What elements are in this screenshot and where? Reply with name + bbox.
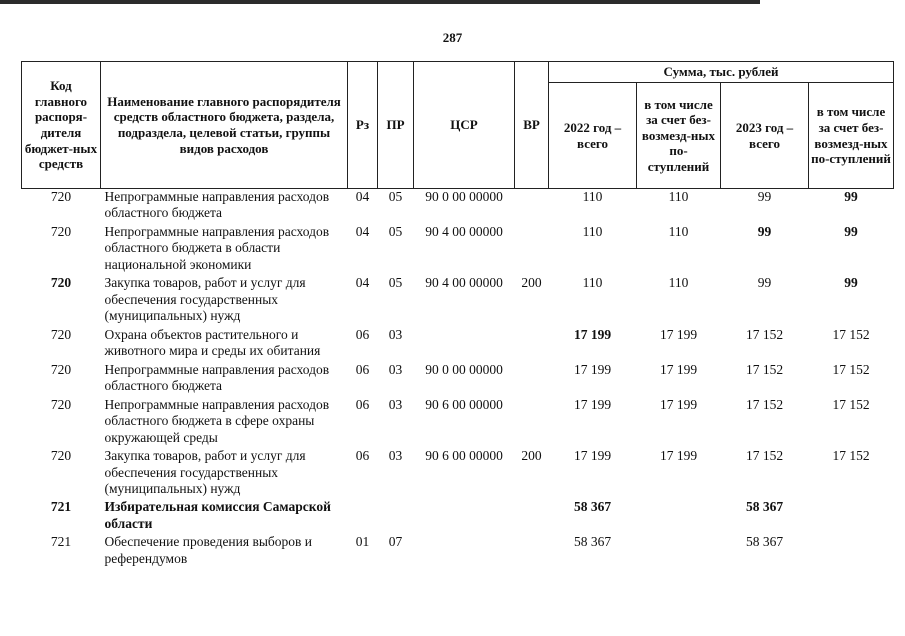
table-row bbox=[22, 534, 894, 569]
cell-2023-free: 17 152 bbox=[832, 326, 870, 342]
cell-csr: 90 6 00 00000 bbox=[425, 396, 503, 412]
cell-2022-total: 110 bbox=[582, 223, 603, 239]
cell-2023-total: 58 367 bbox=[745, 534, 784, 550]
cell-csr: 90 4 00 00000 bbox=[425, 275, 503, 291]
cell-2022-free: 17 199 bbox=[659, 326, 698, 342]
col-header-rz: Рз bbox=[348, 62, 378, 189]
table-header bbox=[22, 62, 894, 189]
cell-2022-free: 110 bbox=[668, 275, 689, 291]
cell-2022-total: 58 367 bbox=[573, 499, 612, 515]
cell-vr: 200 bbox=[521, 275, 542, 291]
cell-2022-free: 110 bbox=[668, 223, 689, 239]
cell-2022-total: 110 bbox=[582, 275, 603, 291]
cell-2023-free: 17 152 bbox=[832, 361, 870, 377]
cell-rz: 04 bbox=[355, 275, 370, 291]
col-header-2022-free: в том числе за счет без-возмезд-ных по-ступлений bbox=[637, 83, 721, 189]
cell-2022-free bbox=[637, 534, 721, 569]
cell-2023-free: 99 bbox=[844, 275, 858, 291]
cell-2023-free: 17 152 bbox=[832, 396, 870, 412]
col-header-name: Наименование главного распорядителя средств областного бюджета, раздела, подраздела, целевой статьи, группы видов расходов bbox=[101, 62, 348, 189]
cell-vr: 200 bbox=[521, 448, 542, 464]
cell-name: Непрограммные направления расходов областного бюджета в области национальной экономики bbox=[104, 223, 330, 272]
cell-rz: 04 bbox=[355, 189, 370, 204]
table-row bbox=[22, 448, 894, 499]
cell-code: 721 bbox=[50, 499, 72, 515]
cell-vr bbox=[515, 397, 549, 448]
budget-table bbox=[21, 61, 894, 569]
cell-rz: 06 bbox=[355, 396, 370, 412]
cell-2022-total: 110 bbox=[582, 189, 603, 204]
cell-2022-total: 17 199 bbox=[573, 361, 612, 377]
cell-name: Закупка товаров, работ и услуг для обеспечения государственных (муниципальных) нужд bbox=[104, 275, 306, 324]
cell-2022-free: 110 bbox=[668, 189, 689, 204]
cell-code: 720 bbox=[50, 275, 72, 291]
cell-rz: 06 bbox=[355, 361, 370, 377]
cell-name: Избирательная комиссия Самарской области bbox=[104, 499, 331, 531]
table-row bbox=[22, 224, 894, 275]
cell-code: 720 bbox=[50, 361, 72, 377]
cell-pr: 03 bbox=[388, 361, 403, 377]
cell-2023-free: 99 bbox=[844, 223, 858, 239]
cell-2023-total: 99 bbox=[757, 275, 772, 291]
cell-rz bbox=[348, 499, 378, 534]
cell-rz: 04 bbox=[355, 223, 370, 239]
cell-code: 720 bbox=[50, 396, 72, 412]
cell-name: Охрана объектов растительного и животного мира и среды их обитания bbox=[104, 326, 321, 359]
cell-vr bbox=[515, 499, 549, 534]
cell-pr: 05 bbox=[388, 189, 403, 204]
cell-2023-free bbox=[809, 499, 894, 534]
cell-2023-total: 17 152 bbox=[745, 326, 784, 342]
cell-pr: 05 bbox=[388, 275, 403, 291]
cell-name: Обеспечение проведения выборов и референдумов bbox=[104, 534, 313, 566]
cell-rz: 06 bbox=[355, 448, 370, 464]
page-number: 287 bbox=[442, 30, 463, 45]
col-header-code: Код главного распоря-дителя бюджет-ных средств bbox=[22, 62, 101, 189]
cell-code: 720 bbox=[50, 223, 72, 239]
cell-vr bbox=[515, 327, 549, 362]
cell-code: 720 bbox=[50, 448, 72, 464]
cell-vr bbox=[515, 224, 549, 275]
col-header-pr: ПР bbox=[378, 62, 414, 189]
col-header-2023-total: 2023 год – всего bbox=[721, 83, 809, 189]
cell-vr bbox=[515, 534, 549, 569]
cell-2023-total: 99 bbox=[757, 223, 772, 239]
cell-code: 721 bbox=[50, 534, 72, 550]
col-header-2023-free: в том числе за счет без-возмезд-ных по-ступлений bbox=[809, 83, 894, 189]
cell-2023-free: 99 bbox=[844, 189, 858, 204]
cell-code: 720 bbox=[50, 189, 72, 204]
cell-csr bbox=[414, 534, 515, 569]
cell-name: Непрограммные направления расходов областного бюджета bbox=[104, 361, 330, 394]
cell-pr: 03 bbox=[388, 326, 403, 342]
cell-pr: 03 bbox=[388, 396, 403, 412]
col-header-sum: Сумма, тыс. рублей bbox=[549, 62, 894, 83]
cell-rz: 01 bbox=[355, 534, 370, 550]
cell-csr: 90 0 00 00000 bbox=[425, 361, 503, 377]
cell-2022-total: 17 199 bbox=[573, 396, 612, 412]
cell-2022-free: 17 199 bbox=[659, 448, 698, 464]
cell-pr bbox=[378, 499, 414, 534]
cell-csr bbox=[414, 327, 515, 362]
cell-2022-free: 17 199 bbox=[659, 361, 698, 377]
cell-name: Непрограммные направления расходов областного бюджета в сфере охраны окружающей среды bbox=[104, 396, 330, 445]
cell-code: 720 bbox=[50, 326, 72, 342]
table-row bbox=[22, 499, 894, 534]
table-row bbox=[22, 275, 894, 326]
cell-csr bbox=[414, 499, 515, 534]
cell-2023-total: 17 152 bbox=[745, 396, 784, 412]
cell-pr: 07 bbox=[388, 534, 403, 550]
cell-2023-total: 58 367 bbox=[745, 499, 784, 515]
cell-2023-total: 17 152 bbox=[745, 361, 784, 377]
cell-csr: 90 4 00 00000 bbox=[425, 223, 503, 239]
scan-edge-line bbox=[0, 0, 760, 4]
cell-2023-total: 99 bbox=[757, 189, 772, 204]
col-header-vr: ВР bbox=[515, 62, 549, 189]
table-row bbox=[22, 189, 894, 224]
col-header-csr: ЦСР bbox=[414, 62, 515, 189]
cell-vr bbox=[515, 362, 549, 397]
cell-rz: 06 bbox=[355, 326, 370, 342]
cell-pr: 05 bbox=[388, 223, 403, 239]
cell-csr: 90 0 00 00000 bbox=[425, 189, 503, 204]
table-row bbox=[22, 327, 894, 362]
cell-2022-total: 17 199 bbox=[573, 326, 612, 342]
cell-csr: 90 6 00 00000 bbox=[425, 448, 503, 464]
cell-name: Закупка товаров, работ и услуг для обеспечения государственных (муниципальных) нужд bbox=[104, 448, 306, 496]
cell-2023-total: 17 152 bbox=[745, 448, 784, 464]
cell-name: Непрограммные направления расходов областного бюджета bbox=[104, 189, 330, 221]
cell-pr: 03 bbox=[388, 448, 403, 464]
col-header-2022-total: 2022 год – всего bbox=[549, 83, 637, 189]
table-row bbox=[22, 362, 894, 397]
cell-2022-total: 58 367 bbox=[573, 534, 612, 550]
cell-2023-free: 17 152 bbox=[832, 448, 870, 464]
cell-2022-total: 17 199 bbox=[573, 448, 612, 464]
cell-2023-free bbox=[809, 534, 894, 569]
cell-2022-free bbox=[637, 499, 721, 534]
cell-vr bbox=[515, 189, 549, 224]
table-row bbox=[22, 397, 894, 448]
cell-2022-free: 17 199 bbox=[659, 396, 698, 412]
